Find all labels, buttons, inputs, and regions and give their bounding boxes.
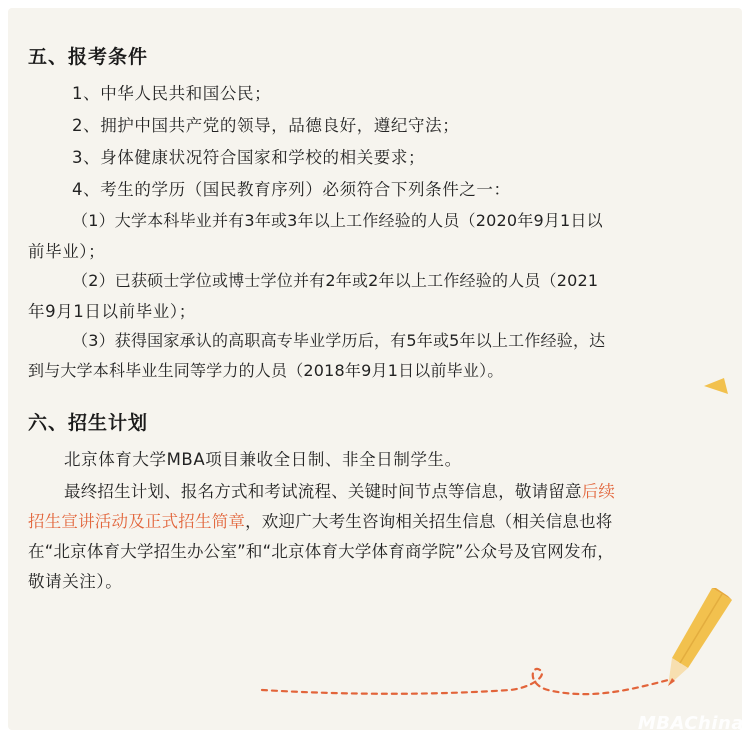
condition-1-line-1: （1）大学本科毕业并有3年或3年以上工作经验的人员（2020年9月1日以 bbox=[72, 211, 603, 230]
plan-paragraph-2-line-3: 在“北京体育大学招生办公室”和“北京体育大学体育商学院”公众号及官网发布， bbox=[28, 542, 615, 561]
requirement-3: 3、身体健康状况符合国家和学校的相关要求； bbox=[72, 148, 426, 167]
plan-text: ，欢迎广大考生咨询相关招生信息（相关信息也将 bbox=[245, 512, 613, 531]
pencil-icon bbox=[668, 588, 732, 686]
plan-text: 最终招生计划、报名方式和考试流程、关键时间节点等信息，敬请留意 bbox=[64, 482, 582, 501]
section-5-title: 五、报考条件 bbox=[28, 46, 149, 68]
requirement-2: 2、拥护中国共产党的领导，品德良好，遵纪守法； bbox=[72, 116, 460, 135]
dashed-path-decoration bbox=[262, 669, 668, 694]
requirement-1: 1、中华人民共和国公民； bbox=[72, 84, 272, 103]
watermark: MBAChina bbox=[637, 713, 744, 734]
plan-paragraph-1: 北京体育大学MBA项目兼收全日制、非全日制学生。 bbox=[64, 450, 462, 469]
condition-1-line-2: 前毕业）； bbox=[28, 242, 106, 261]
condition-3-line-2: 到与大学本科毕业生同等学力的人员（2018年9月1日以前毕业）。 bbox=[28, 361, 504, 380]
pencil-tip-icon bbox=[704, 378, 728, 394]
condition-2-line-2: 年9月1日以前毕业）； bbox=[28, 302, 196, 321]
section-6-title: 六、招生计划 bbox=[28, 412, 149, 434]
condition-3-line-1: （3）获得国家承认的高职高专毕业学历后，有5年或5年以上工作经验，达 bbox=[72, 331, 606, 350]
highlight-text: 招生宣讲活动及正式招生简章 bbox=[28, 512, 246, 531]
plan-paragraph-2-line-4: 敬请关注）。 bbox=[28, 572, 123, 591]
condition-2-line-1: （2）已获硕士学位或博士学位并有2年或2年以上工作经验的人员（2021 bbox=[72, 271, 599, 290]
highlight-text: 后续 bbox=[581, 482, 616, 501]
requirement-4: 4、考生的学历（国民教育序列）必须符合下列条件之一： bbox=[72, 180, 511, 199]
